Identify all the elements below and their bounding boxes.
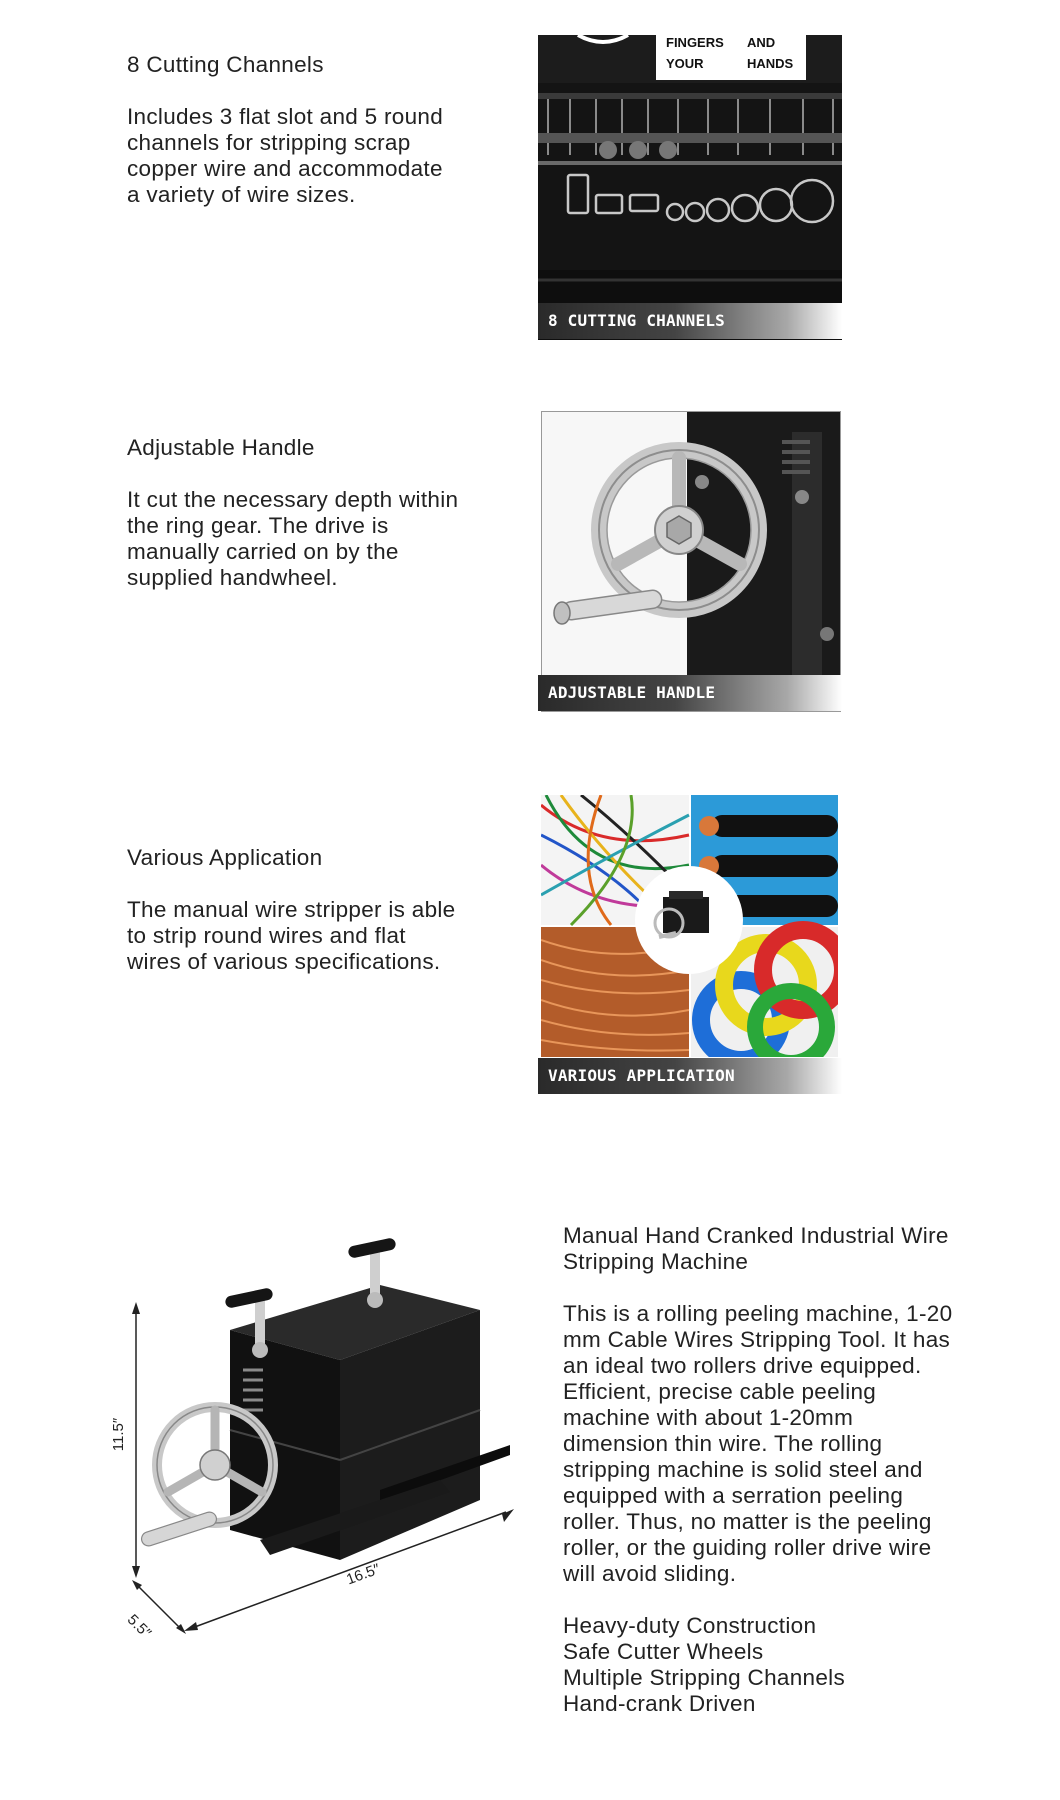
feature-heading: Adjustable Handle: [127, 435, 315, 460]
dimension-length-label: 16.5″: [344, 1560, 383, 1589]
machine-dimensions-photo: [110, 1230, 520, 1650]
product-description: [563, 1223, 1023, 1717]
product-highlight: Hand-crank Driven: [563, 1691, 756, 1716]
product-desc-line: will avoid sliding.: [563, 1561, 737, 1586]
handwheel-photo: [541, 411, 841, 712]
product-title-line: Stripping Machine: [563, 1249, 749, 1274]
product-highlight: Heavy-duty Construction: [563, 1613, 817, 1638]
product-desc-line: This is a rolling peeling machine, 1-20: [563, 1301, 953, 1326]
product-desc-line: equipped with a serration peeling: [563, 1483, 904, 1508]
feature-body-line: wires of various specifications.: [127, 949, 441, 974]
cutting-channels-photo: [538, 35, 842, 340]
feature-body-line: manually carried on by the: [127, 539, 399, 564]
feature-heading: Various Application: [127, 845, 323, 870]
feature-heading: 8 Cutting Channels: [127, 52, 324, 77]
product-highlight: Safe Cutter Wheels: [563, 1639, 764, 1664]
warning-sign-left: FINGERS YOUR: [666, 35, 724, 71]
feature-body-line: a variety of wire sizes.: [127, 182, 356, 207]
cutting-channels-illustration: [538, 35, 842, 340]
product-desc-line: mm Cable Wires Stripping Tool. It has: [563, 1327, 951, 1352]
feature-body-line: to strip round wires and flat: [127, 923, 406, 948]
caption-cutting-channels: 8 CUTTING CHANNELS: [538, 303, 842, 339]
feature-body-line: channels for stripping scrap: [127, 130, 411, 155]
caption-adjustable-handle: ADJUSTABLE HANDLE: [538, 675, 842, 711]
warning-sign: [656, 35, 806, 80]
feature-various-application-text: [127, 845, 517, 975]
applications-collage: [541, 795, 838, 1057]
product-desc-line: Efficient, precise cable peeling: [563, 1379, 877, 1404]
product-desc-line: dimension thin wire. The rolling: [563, 1431, 883, 1456]
applications-collage-illustration: [541, 795, 838, 1057]
product-desc-line: roller, or the guiding roller drive wire: [563, 1535, 932, 1560]
feature-body-line: supplied handwheel.: [127, 565, 338, 590]
product-desc-line: stripping machine is solid steel and: [563, 1457, 923, 1482]
feature-body-line: copper wire and accommodate: [127, 156, 443, 181]
feature-body-line: It cut the necessary depth within: [127, 487, 459, 512]
dimension-width-label: 5.5″: [123, 1611, 155, 1642]
product-desc-line: an ideal two rollers drive equipped.: [563, 1353, 922, 1378]
product-highlight: Multiple Stripping Channels: [563, 1665, 845, 1690]
product-desc-line: roller. Thus, no matter is the peeling: [563, 1509, 932, 1534]
machine-dimensions-illustration: [110, 1230, 520, 1650]
product-desc-line: machine with about 1-20mm: [563, 1405, 854, 1430]
feature-body-line: The manual wire stripper is able: [127, 897, 456, 922]
caption-various-application: VARIOUS APPLICATION: [538, 1058, 842, 1094]
feature-cutting-channels-text: [127, 52, 507, 208]
feature-adjustable-handle-text: [127, 435, 517, 591]
product-title-line: Manual Hand Cranked Industrial Wire: [563, 1223, 949, 1248]
feature-body-line: Includes 3 flat slot and 5 round: [127, 104, 444, 129]
feature-body-line: the ring gear. The drive is: [127, 513, 389, 538]
dimension-height-label: 11.5″: [110, 1417, 128, 1452]
warning-sign-right: AND HANDS: [747, 35, 794, 71]
handwheel-illustration: [542, 412, 841, 712]
